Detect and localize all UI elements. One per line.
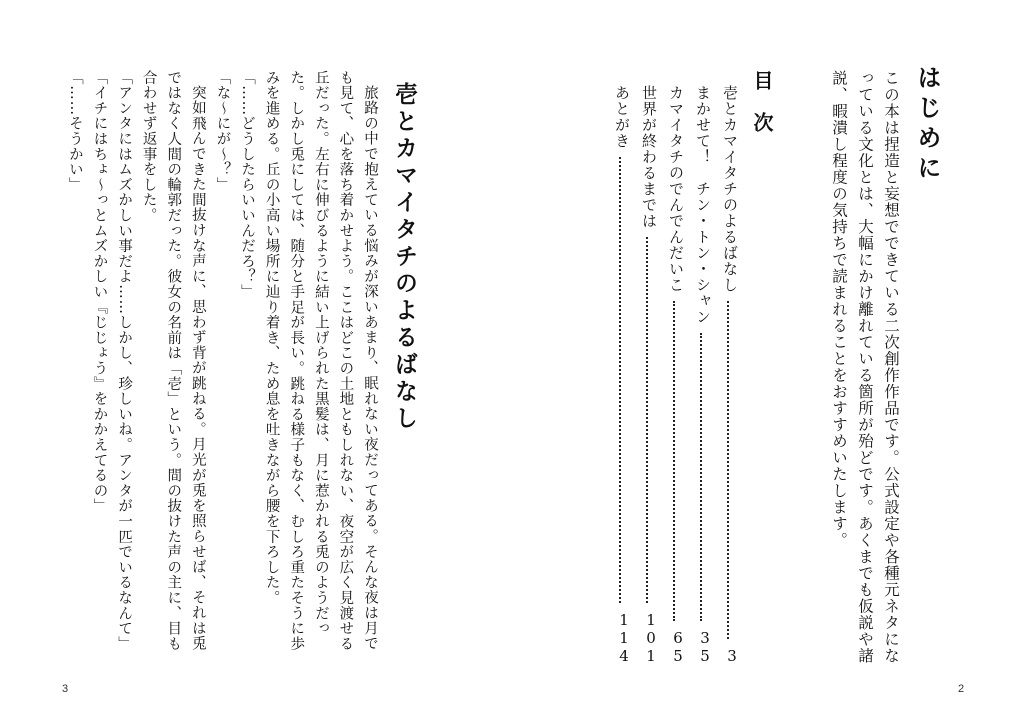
intro-paragraph: この本は捏造と妄想でできている二次創作作品です。公式設定や各種元ネタになっている文化とは、大幅にかけ離れている箇所が殆どです。あくまでも仮説や諸説、暇潰し程度の気持ちで読まれることをおすすめいたします。: [830, 70, 900, 664]
toc-title: 目次: [750, 70, 774, 154]
toc-item[interactable]: [606, 85, 633, 665]
toc-item[interactable]: [714, 85, 741, 665]
toc-item-page: 3: [723, 647, 741, 665]
toc-item-label: あとがき: [613, 85, 631, 149]
story-paragraph: 旅路の中で抱えている悩みが深いあまり、眠れない夜だってある。そんな夜は月でも見て、心を落ち着かせよう。ここはどこの土地ともしれない、夜空が広く見渡せる丘だった。左右に伸びるように結い上げられた黒髪は、月に惹かれる兎のようだった。しかし兎にしては、随分と手足が長い。跳ねる様子もなく、むしろ重たそうに歩みを進める。丘の小高い場所に辿り着き、ため息を吐きながら腰を下ろした。: [263, 70, 378, 652]
toc-item-label: まかせて！ チン・トン・シャン: [694, 85, 712, 325]
toc-item[interactable]: [660, 85, 687, 665]
story-dialogue: 「イチにはちょ〜っとムズかしい『じじょう』をかかえてるの」: [91, 70, 108, 514]
toc-item[interactable]: [687, 85, 714, 665]
toc-item-page: 35: [696, 629, 714, 665]
story-dialogue: 「……どうしたらいいんだろ？」: [239, 70, 256, 300]
toc-item-label: 世界が終わるまでは: [640, 85, 658, 229]
toc-item-page: 101: [642, 611, 660, 665]
story-dialogue: 「……そうかい」: [66, 70, 83, 193]
story-dialogue: 「アンタにはムズかしい事だよ……しかし、珍しいね。アンタが一匹でいるなんて」: [116, 70, 133, 652]
toc-leader-dots: [646, 237, 648, 603]
intro-body: [824, 70, 904, 670]
page-number: 3: [62, 683, 69, 695]
toc-leader-dots: [727, 301, 729, 639]
toc-leader-dots: [700, 333, 702, 621]
toc-item-page: 65: [669, 629, 687, 665]
page-number: 2: [958, 683, 965, 695]
story-paragraph: 突如飛んできた間抜けな声に、思わず背が跳ねる。月光が兎を照らせば、それは兎ではなく人間の輪郭だった。彼女の名前は「壱」という。間の抜けた声の主に、目も合わせず返事をした。: [140, 70, 206, 652]
toc-leader-dots: [673, 301, 675, 621]
toc-list: [606, 85, 741, 665]
toc-item-label: 壱とカマイタチのよるばなし: [721, 85, 739, 293]
intro-title: はじめに: [913, 65, 942, 185]
toc-item-page: 114: [615, 611, 633, 665]
story-dialogue: 「な〜にが〜？」: [214, 70, 231, 193]
toc-item[interactable]: [633, 85, 660, 665]
story-title: 壱とカマイタチのよるばなし: [391, 82, 418, 433]
toc-item-label: カマイタチのでんでんだいこ: [667, 85, 685, 293]
right-page: [512, 0, 1024, 727]
story-body: [66, 70, 382, 660]
toc-leader-dots: [619, 157, 621, 603]
